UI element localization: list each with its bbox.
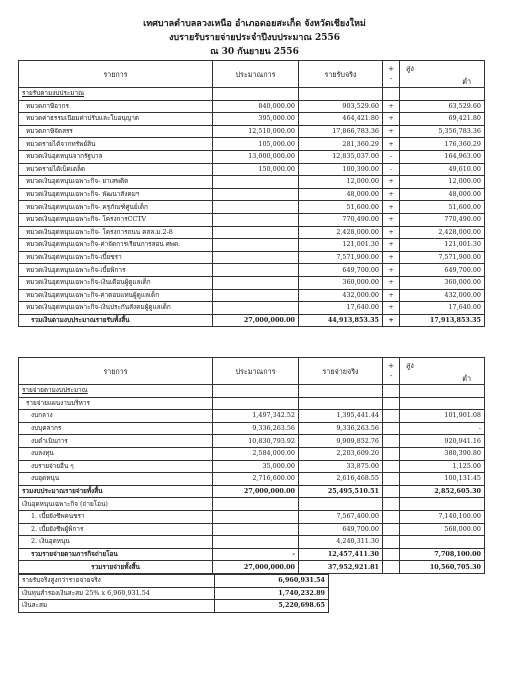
summary-value: 5,220,698.65 <box>215 600 329 613</box>
income-item-label: หมวดภาษีจัดสรร <box>19 125 213 138</box>
expense-item-actual: 1,395,441.44 <box>299 410 383 423</box>
summary-row <box>19 587 329 600</box>
expense-item-actual: 2,203,609.20 <box>299 447 383 460</box>
income-item-diff: 770,490.00 <box>400 213 485 226</box>
col-sign: + - <box>383 358 400 385</box>
income-total-actual: 44,913,853.35 <box>299 314 383 327</box>
income-row <box>19 264 485 277</box>
income-item-actual: 12,835,037.00 <box>299 150 383 163</box>
special-total-budget: - <box>213 548 299 561</box>
special-item-label: 1. เบี้ยยังชีพคนชรา <box>19 510 213 523</box>
income-item-diff: 360,000.00 <box>400 276 485 289</box>
summary-value: 6,960,931.54 <box>215 575 329 588</box>
income-item-actual: 17,640.00 <box>299 302 383 315</box>
expense-item-actual: 33,875.00 <box>299 460 383 473</box>
expense-item-diff: 380,390.80 <box>400 447 485 460</box>
income-item-diff: 5,356,783.36 <box>400 125 485 138</box>
income-total-budget: 27,000,000.00 <box>213 314 299 327</box>
income-item-actual: 903,529.60 <box>299 100 383 113</box>
col-item: รายการ <box>19 358 213 385</box>
income-item-diff: 164,963.00 <box>400 150 485 163</box>
special-total-row <box>19 548 485 561</box>
special-item-budget <box>213 536 299 549</box>
expense-item-diff: 101,901.08 <box>400 410 485 423</box>
income-item-sign: + <box>383 138 400 151</box>
income-row <box>19 188 485 201</box>
income-section-row <box>19 88 485 101</box>
income-item-label: หมวดเงินอุดหนุนเฉพาะกิจ-ค่าจัดการเรียนการสอน ศพด. <box>19 239 213 252</box>
income-item-diff: 49,610.00 <box>400 163 485 176</box>
income-row <box>19 125 485 138</box>
expense-item-label: งบรายจ่ายอื่น ๆ <box>19 460 213 473</box>
special-item-sign <box>383 523 400 536</box>
special-row <box>19 523 485 536</box>
income-item-budget <box>213 213 299 226</box>
income-item-label: หมวดเงินอุดหนุนเฉพาะกิจ- ยาเสพติด <box>19 176 213 189</box>
income-item-label: หมวดภาษีอากร <box>19 100 213 113</box>
expense-row <box>19 473 485 486</box>
income-item-budget: 12,510,000.00 <box>213 125 299 138</box>
income-item-label: หมวดเงินอุดหนุนเฉพาะกิจ-เบี้ยพิการ <box>19 264 213 277</box>
income-item-diff: 69,421.80 <box>400 113 485 126</box>
income-item-sign: + <box>383 125 400 138</box>
expense-item-budget: 10,830,793.92 <box>213 435 299 448</box>
income-item-diff: 12,000.00 <box>400 176 485 189</box>
income-item-actual: 649,700.00 <box>299 264 383 277</box>
income-row <box>19 138 485 151</box>
expense-total-diff: 2,852,605.30 <box>400 485 485 498</box>
income-item-budget <box>213 276 299 289</box>
special-section-label: เงินอุดหนุนเฉพาะกิจ (ถ่ายโอน) <box>19 498 213 511</box>
income-item-budget <box>213 251 299 264</box>
summary-table <box>18 574 329 613</box>
income-item-diff: 7,571,900.00 <box>400 251 485 264</box>
expense-item-budget: 2,716,600.00 <box>213 473 299 486</box>
income-item-label: หมวดเงินอุดหนุนเฉพาะกิจ-เบี้ยชรา <box>19 251 213 264</box>
income-item-label: หมวดเงินอุดหนุนเฉพาะกิจ-เงินประกันสังคมผู้ดูแลเด็ก <box>19 302 213 315</box>
income-item-actual: 7,571,900.00 <box>299 251 383 264</box>
grand-total-budget: 27,000,000.00 <box>213 561 299 574</box>
expense-item-budget: 9,336,263.56 <box>213 422 299 435</box>
income-item-sign: - <box>383 150 400 163</box>
income-item-actual: 281,360.29 <box>299 138 383 151</box>
income-item-actual: 17,866,783.36 <box>299 125 383 138</box>
income-row <box>19 163 485 176</box>
income-item-sign: + <box>383 176 400 189</box>
income-item-budget <box>213 176 299 189</box>
expense-item-budget: 35,000.00 <box>213 460 299 473</box>
income-item-budget <box>213 226 299 239</box>
grand-total-diff: 10,560,705.30 <box>400 561 485 574</box>
income-item-label: หมวดเงินอุดหนุนเฉพาะกิจ-ค่าตอบแทนผู้ดูแลเด็ก <box>19 289 213 302</box>
expense-item-diff: 100,131.45 <box>400 473 485 486</box>
income-item-label: หมวดค่าธรรมเนียมค่าปรับและใบอนุญาต <box>19 113 213 126</box>
summary-label: รายรับจริงสูงกว่ารายจ่ายจริง <box>19 575 215 588</box>
special-total-label: รวมรายจ่ายตามภารกิจถ่ายโอน <box>19 548 213 561</box>
income-item-actual: 464,421.80 <box>299 113 383 126</box>
income-row <box>19 213 485 226</box>
income-item-diff: 649,700.00 <box>400 264 485 277</box>
income-item-actual: 12,000.00 <box>299 176 383 189</box>
income-item-sign: + <box>383 264 400 277</box>
expense-section-label: รายจ่ายตามงบประมาณ <box>19 385 213 398</box>
income-item-sign: + <box>383 213 400 226</box>
income-item-label: หมวดเงินอุดหนุนเฉพาะกิจ- พัฒนาสังคมฯ <box>19 188 213 201</box>
special-section-row <box>19 498 485 511</box>
income-row <box>19 150 485 163</box>
expense-item-sign <box>383 410 400 423</box>
income-item-actual: 48,000.00 <box>299 188 383 201</box>
income-item-label: หมวดเงินอุดหนุนเฉพาะกิจ-เงินเดือนผู้ดูแลเด็ก <box>19 276 213 289</box>
income-item-sign: + <box>383 276 400 289</box>
income-item-diff: 176,360.29 <box>400 138 485 151</box>
income-total-sign: + <box>383 314 400 327</box>
special-item-diff: 7,140,100.00 <box>400 510 485 523</box>
income-item-budget: 840,000.00 <box>213 100 299 113</box>
special-item-actual: 4,240,311.30 <box>299 536 383 549</box>
income-row <box>19 251 485 264</box>
expense-body <box>19 410 485 486</box>
income-item-actual: 432,000.00 <box>299 289 383 302</box>
income-item-sign: + <box>383 201 400 214</box>
special-item-sign <box>383 510 400 523</box>
income-item-label: หมวดรายได้จากทรัพย์สิน <box>19 138 213 151</box>
expense-item-label: งบลงทุน <box>19 447 213 460</box>
summary-label: เงินสะสม <box>19 600 215 613</box>
expense-row <box>19 460 485 473</box>
income-item-diff: 2,428,000.00 <box>400 226 485 239</box>
income-item-sign: + <box>383 188 400 201</box>
expense-item-diff: - <box>400 422 485 435</box>
income-item-budget: 13,000,000.00 <box>213 150 299 163</box>
expense-row <box>19 410 485 423</box>
col-budget: ประมาณการ <box>213 358 299 385</box>
income-item-diff: 48,000.00 <box>400 188 485 201</box>
special-item-diff: 568,000.00 <box>400 523 485 536</box>
col-budget: ประมาณการ <box>213 61 299 88</box>
col-actual-income: รายรับจริง <box>299 61 383 88</box>
income-row <box>19 201 485 214</box>
income-item-sign: - <box>383 163 400 176</box>
income-row <box>19 226 485 239</box>
expense-item-sign <box>383 447 400 460</box>
expense-item-sign <box>383 435 400 448</box>
expense-total-budget: 27,000,000.00 <box>213 485 299 498</box>
income-item-label: หมวดเงินอุดหนุนเฉพาะกิจ- ครุภัณฑ์ศูนย์เด็ก <box>19 201 213 214</box>
income-section-label: รายรับตามงบประมาณ <box>19 88 213 101</box>
income-total-row <box>19 314 485 327</box>
expense-row <box>19 447 485 460</box>
special-item-budget <box>213 523 299 536</box>
income-item-budget <box>213 289 299 302</box>
expense-item-label: งบบุคลากร <box>19 422 213 435</box>
expense-item-sign <box>383 460 400 473</box>
income-item-actual: 51,600.00 <box>299 201 383 214</box>
summary-row <box>19 575 329 588</box>
income-item-label: หมวดเงินอุดหนุนจากรัฐบาล <box>19 150 213 163</box>
col-high-low: สูง ต่ำ <box>400 61 485 88</box>
income-row <box>19 176 485 189</box>
grand-total-label: รวมรายจ่ายทั้งสิ้น <box>19 561 213 574</box>
expense-item-label: งบดำเนินการ <box>19 435 213 448</box>
expense-item-label: งบอุดหนุน <box>19 473 213 486</box>
income-item-actual: 360,000.00 <box>299 276 383 289</box>
grand-total-actual: 37,952,921.81 <box>299 561 383 574</box>
income-total-label: รวมเงินตามงบประมาณรายรับทั้งสิ้น <box>19 314 213 327</box>
special-item-sign <box>383 536 400 549</box>
income-row <box>19 302 485 315</box>
expense-item-label: งบกลาง <box>19 410 213 423</box>
org-title: เทศบาลตำบลลวงเหนือ อำเภอดอยสะเก็ด จังหวัดเชียงใหม่ <box>143 19 366 29</box>
income-item-diff: 432,000.00 <box>400 289 485 302</box>
special-item-budget <box>213 510 299 523</box>
income-item-actual: 100,390.00 <box>299 163 383 176</box>
expense-sub-row <box>19 397 485 410</box>
report-date: ณ 30 กันยายน 2556 <box>210 47 299 57</box>
income-row <box>19 239 485 252</box>
income-item-sign: + <box>383 100 400 113</box>
expense-item-budget: 2,584,000.00 <box>213 447 299 460</box>
expense-total-actual: 25,495,510.51 <box>299 485 383 498</box>
col-actual-expense: รายจ่ายจริง <box>299 358 383 385</box>
expense-total-label: รวมงบประมาณรายจ่ายทั้งสิ้น <box>19 485 213 498</box>
expense-item-diff: 920,941.16 <box>400 435 485 448</box>
income-item-diff: 51,600.00 <box>400 201 485 214</box>
income-item-diff: 121,001.30 <box>400 239 485 252</box>
special-item-actual: 7,567,400.00 <box>299 510 383 523</box>
income-row <box>19 100 485 113</box>
special-item-label: 2. เบี้ยยังชีพผู้พิการ <box>19 523 213 536</box>
expense-header-row <box>19 358 485 385</box>
special-row <box>19 536 485 549</box>
expense-table <box>18 357 485 574</box>
income-item-budget <box>213 264 299 277</box>
col-item: รายการ <box>19 61 213 88</box>
income-header-row <box>19 61 485 88</box>
summary-row <box>19 600 329 613</box>
income-item-budget <box>213 188 299 201</box>
expense-row <box>19 435 485 448</box>
income-item-actual: 770,490.00 <box>299 213 383 226</box>
income-item-sign: + <box>383 302 400 315</box>
income-total-diff: 17,913,853.35 <box>400 314 485 327</box>
income-item-sign: + <box>383 251 400 264</box>
expense-item-sign <box>383 422 400 435</box>
expense-item-actual: 9,909,852.76 <box>299 435 383 448</box>
expense-row <box>19 422 485 435</box>
income-item-budget: 105,000.00 <box>213 138 299 151</box>
income-item-label: หมวดเงินอุดหนุนเฉพาะกิจ- โครงการถนน คสล.ม.2-8 <box>19 226 213 239</box>
income-item-budget: 150,000.00 <box>213 163 299 176</box>
expense-total-row <box>19 485 485 498</box>
summary-body <box>19 575 329 613</box>
expense-item-actual: 2,616,468.55 <box>299 473 383 486</box>
income-item-budget: 395,000.00 <box>213 113 299 126</box>
income-item-sign: + <box>383 226 400 239</box>
col-high-low: สูง ต่ำ <box>400 358 485 385</box>
income-item-actual: 121,001.30 <box>299 239 383 252</box>
special-row <box>19 510 485 523</box>
expense-item-budget: 1,497,342.52 <box>213 410 299 423</box>
income-body <box>19 100 485 314</box>
income-table <box>18 60 485 327</box>
special-body <box>19 510 485 548</box>
special-item-label: 2. เงินอุดหนุน <box>19 536 213 549</box>
income-item-budget <box>213 201 299 214</box>
income-item-budget <box>213 239 299 252</box>
expense-item-actual: 9,336,263.56 <box>299 422 383 435</box>
income-item-diff: 63,529.60 <box>400 100 485 113</box>
income-row <box>19 289 485 302</box>
income-item-diff: 17,640.00 <box>400 302 485 315</box>
special-total-actual: 12,457,411.30 <box>299 548 383 561</box>
expense-item-diff: 1,125.00 <box>400 460 485 473</box>
col-sign: + - <box>383 61 400 88</box>
income-item-sign: + <box>383 239 400 252</box>
income-row <box>19 113 485 126</box>
special-item-diff <box>400 536 485 549</box>
income-row <box>19 276 485 289</box>
expense-sub-label: รายจ่ายแผนงานบริหาร <box>19 397 213 410</box>
income-item-label: หมวดรายได้เบ็ดเตล็ด <box>19 163 213 176</box>
expense-section-row <box>19 385 485 398</box>
summary-value: 1,740,232.89 <box>215 587 329 600</box>
income-item-actual: 2,428,000.00 <box>299 226 383 239</box>
income-item-sign: + <box>383 113 400 126</box>
special-total-diff: 7,708,100.00 <box>400 548 485 561</box>
expense-item-sign <box>383 473 400 486</box>
report-title: งบรายรับรายจ่ายประจำปีงบประมาณ 2556 <box>168 33 340 43</box>
income-item-budget <box>213 302 299 315</box>
summary-label: เงินทุนสำรองเงินสะสม 25% x 6,960,931.54 <box>19 587 215 600</box>
income-item-sign: + <box>383 289 400 302</box>
grand-total-row <box>19 561 485 574</box>
income-item-label: หมวดเงินอุดหนุนเฉพาะกิจ- โครงการCCTV <box>19 213 213 226</box>
special-item-actual: 649,700.00 <box>299 523 383 536</box>
